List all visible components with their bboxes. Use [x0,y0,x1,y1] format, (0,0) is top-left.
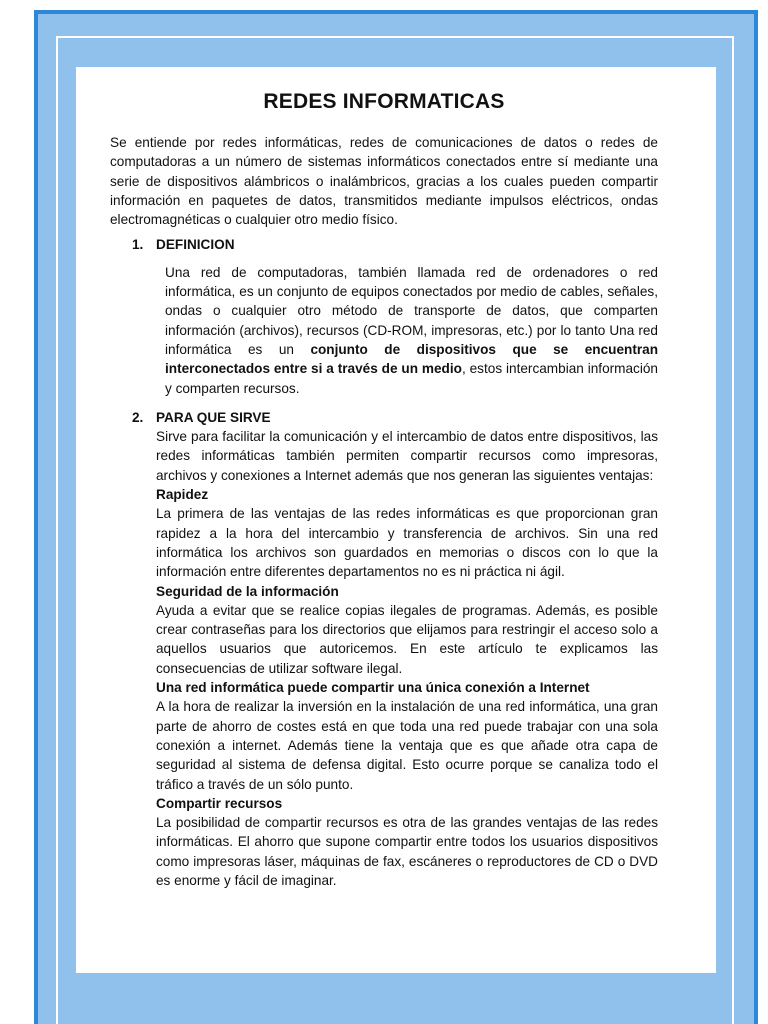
advantage-heading-conexion: Una red informática puede compartir una única conexión a Internet [156,680,590,696]
advantage-text-rapidez: La primera de las ventajas de las redes informáticas es que proporcionan gran rapidez a la hora del intercambio y transferencia de archivos. Sin una red informática los archivos son guardados en memorias o discos con lo que la información entre diferentes departamentos no es ni práctica ni ágil. [156,506,658,580]
advantage-heading-rapidez: Rapidez [156,487,209,503]
document-content [110,88,658,890]
section-2-number: 2. [132,409,144,425]
advantage-heading-seguridad: Seguridad de la información [156,583,339,599]
section-1-text-after: , estos intercambian información y comparten recursos. [165,361,658,396]
section-1-text-before: Una red de computadoras, también llamada red de ordenadores o red informática, es un conjunto de equipos conectados por medio de cables, señales, ondas o cualquier otro método de transporte de datos, que comparten información (archivos), recursos (CD-ROM, impresoras, etc.) por lo tanto Una red informática es un [165,264,658,357]
advantage-text-recursos: La posibilidad de compartir recursos es otra de las grandes ventajas de las redes informáticas. El ahorro que supone compartir entre todos los usuarios dispositivos como impresoras láser, máquinas de fax, escáneres o reproductores de CD o DVD es enorme y fácil de imaginar. [156,815,658,888]
advantage-text-seguridad: Ayuda a evitar que se realice copias ilegales de programas. Además, es posible crear contraseñas para los directorios que elijamos para restringir el acceso solo a aquellos usuarios que autoricemos. En este artículo te explicamos las consecuencias de utilizar software ilegal. [156,602,658,676]
section-1-paragraph [110,263,658,398]
intro-paragraph: Se entiende por redes informáticas, redes de comunicaciones de datos o redes de computadoras a un número de sistemas informáticos conectados entre sí mediante una serie de dispositivos alámbricos o inalámbricos, gracias a los cuales pueden compartir información en paquetes de datos, transmitidos mediante impulsos eléctricos, ondas electromagnéticas o cualquier otro medio físico. [110,135,658,228]
document-title: REDES INFORMATICAS [263,90,505,113]
section-2-title: PARA QUE SIRVE [156,409,271,425]
section-2-body [110,427,658,890]
section-1-title: DEFINICION [156,237,235,253]
advantage-heading-recursos: Compartir recursos [156,795,283,811]
section-1-text-bold: conjunto de dispositivos que se encuentran interconectados entre si a través de un medio [165,341,658,377]
section-1-heading [110,235,658,254]
section-1-number: 1. [132,237,144,253]
section-2-heading [110,408,658,427]
section-2-intro: Sirve para facilitar la comunicación y el intercambio de datos entre dispositivos, las redes informáticas también permiten compartir recursos como impresoras, archivos y conexiones a Internet además que nos generan las siguientes ventajas: [156,429,658,483]
advantage-text-conexion: A la hora de realizar la inversión en la instalación de una red informática, una gran parte de ahorro de costes está en que toda una red puede trabajar con una sola conexión a internet. Además tiene la ventaja que es que añade otra capa de seguridad al sistema de defensa digital. Esto ocurre porque se canaliza todo el tráfico a través de un sólo punto. [156,699,658,792]
